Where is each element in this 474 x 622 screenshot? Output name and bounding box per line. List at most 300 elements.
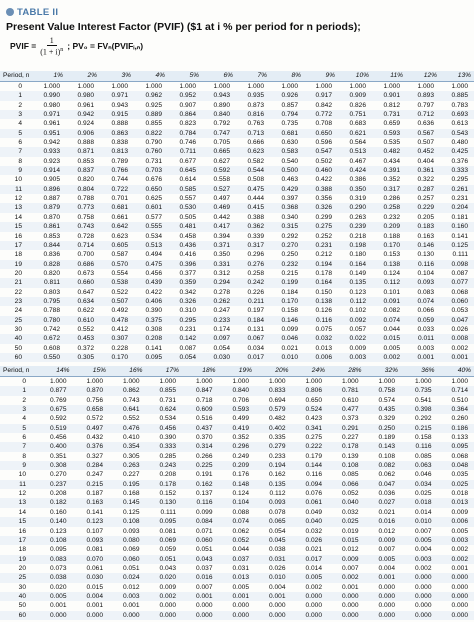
factor-cell: 0.052 — [341, 490, 359, 498]
factor-cell: 0.000 — [49, 611, 67, 619]
factor-cell: 0.714 — [451, 387, 468, 395]
factor-cell: 0.744 — [111, 176, 128, 184]
factor-cell: 0.610 — [341, 396, 359, 404]
factor-cell: 0.000 — [268, 611, 286, 619]
factor-cell: 0.226 — [247, 288, 264, 296]
factor-cell: 0.351 — [49, 452, 67, 460]
factor-cell: 0.634 — [77, 297, 94, 305]
factor-cell: 0.340 — [281, 213, 298, 221]
factor-cell: 0.005 — [49, 592, 67, 600]
factor-cell: 0.069 — [122, 546, 140, 554]
factor-cell: 0.319 — [349, 195, 366, 203]
factor-cell: 0.811 — [43, 279, 60, 287]
table-row — [0, 573, 474, 582]
factor-cell: 0.605 — [111, 241, 128, 249]
factor-cell: 0.826 — [349, 101, 366, 109]
factor-cell: 0.435 — [378, 406, 395, 414]
period-cell: 3 — [18, 111, 22, 119]
factor-cell: 0.308 — [145, 325, 162, 333]
factor-cell: 0.541 — [414, 396, 432, 404]
factor-cell: 0.040 — [341, 499, 359, 507]
factor-cell: 0.093 — [86, 536, 103, 544]
table-row — [0, 213, 474, 222]
factor-cell: 0.007 — [414, 527, 432, 535]
period-cell: 8 — [18, 157, 22, 165]
period-header: Period, n — [3, 72, 29, 79]
rate-header: 5% — [189, 72, 199, 79]
factor-cell: 0.813 — [111, 148, 128, 156]
factor-cell: 0.001 — [195, 592, 213, 600]
factor-cell: 0.015 — [341, 536, 359, 544]
factor-cell: 0.001 — [49, 602, 67, 610]
factor-cell: 0.107 — [86, 527, 103, 535]
factor-cell: 0.286 — [383, 195, 400, 203]
factor-cell: 0.339 — [247, 232, 264, 240]
factor-cell: 0.564 — [349, 139, 366, 147]
factor-cell: 0.123 — [86, 518, 103, 526]
factor-cell: 0.000 — [195, 611, 213, 619]
factor-cell: 0.231 — [315, 241, 332, 249]
factor-cell: 0.022 — [349, 335, 366, 343]
factor-cell: 1.000 — [77, 83, 94, 90]
factor-cell: 1.000 — [195, 378, 213, 385]
factor-cell: 0.797 — [417, 101, 434, 109]
factor-cell: 0.570 — [111, 260, 128, 268]
factor-cell: 0.215 — [414, 424, 432, 432]
factor-cell: 0.666 — [247, 139, 264, 147]
factor-cell: 0.585 — [179, 185, 196, 193]
factor-cell: 0.045 — [268, 536, 286, 544]
factor-cell: 0.423 — [305, 415, 322, 423]
factor-cell: 0.783 — [451, 101, 468, 109]
factor-cell: 0.516 — [195, 415, 213, 423]
period-cell: 0 — [18, 83, 22, 90]
factor-cell: 0.204 — [451, 204, 468, 212]
factor-cell: 0.388 — [247, 213, 264, 221]
factor-cell: 1.000 — [43, 83, 60, 90]
factor-cell: 0.242 — [247, 279, 264, 287]
factor-cell: 0.415 — [247, 204, 264, 212]
factor-cell: 0.906 — [77, 129, 94, 137]
table-row — [0, 452, 474, 461]
pvif-table-high-rates — [0, 366, 474, 620]
rate-header: 14% — [56, 367, 70, 374]
factor-cell: 1.000 — [122, 378, 140, 385]
factor-cell: 0.142 — [179, 335, 196, 343]
factor-cell: 0.158 — [414, 434, 432, 442]
rate-header: 11% — [390, 72, 403, 79]
factor-cell: 0.469 — [213, 204, 230, 212]
factor-cell: 0.258 — [247, 269, 264, 277]
table-row — [0, 334, 474, 343]
factor-cell: 0.003 — [349, 353, 366, 361]
table-row — [0, 157, 474, 166]
factor-cell: 0.030 — [86, 574, 103, 582]
period-cell: 18 — [14, 251, 22, 259]
factor-cell: 0.001 — [341, 583, 359, 591]
factor-cell: 0.424 — [349, 167, 366, 175]
factor-cell: 0.335 — [268, 434, 286, 442]
table-row — [0, 555, 474, 564]
period-cell: 6 — [22, 434, 26, 442]
factor-cell: 0.124 — [232, 490, 249, 498]
rate-header: 17% — [165, 367, 179, 374]
period-cell: 14 — [14, 213, 22, 221]
factor-cell: 0.961 — [43, 120, 60, 128]
factor-cell: 0.893 — [417, 92, 434, 100]
factor-cell: 0.386 — [349, 176, 366, 184]
factor-cell: 0.705 — [213, 139, 230, 147]
factor-cell: 0.031 — [268, 555, 286, 563]
factor-cell: 0.647 — [77, 288, 94, 296]
factor-cell: 0.009 — [341, 555, 359, 563]
factor-cell: 0.053 — [451, 307, 468, 315]
factor-cell: 0.083 — [49, 555, 67, 563]
formula-fraction — [40, 36, 63, 57]
factor-cell: 0.005 — [232, 583, 249, 591]
factor-cell: 0.000 — [414, 602, 432, 610]
factor-cell: 0.082 — [378, 462, 395, 470]
factor-cell: 0.672 — [43, 335, 60, 343]
factor-cell: 0.840 — [232, 387, 249, 395]
rate-header: 10% — [355, 72, 369, 79]
factor-cell: 0.694 — [268, 396, 286, 404]
factor-cell: 0.170 — [281, 297, 298, 305]
factor-cell: 0.002 — [451, 344, 468, 352]
factor-cell: 0.371 — [213, 241, 230, 249]
period-cell: 22 — [14, 288, 22, 296]
factor-cell: 1.000 — [159, 378, 176, 385]
factor-cell: 0.195 — [122, 480, 140, 488]
factor-cell: 0.650 — [145, 185, 162, 193]
factor-cell: 1.000 — [451, 378, 468, 385]
factor-cell: 0.000 — [451, 574, 468, 582]
table-row — [0, 461, 474, 470]
period-cell: 14 — [18, 508, 26, 516]
table-row — [0, 377, 474, 386]
factor-cell: 0.000 — [305, 592, 322, 600]
factor-cell: 0.683 — [349, 120, 366, 128]
factor-cell: 0.054 — [268, 527, 286, 535]
factor-cell: 0.971 — [43, 111, 60, 119]
table-row — [0, 611, 474, 620]
factor-cell: 0.292 — [281, 232, 298, 240]
formula-rhs: ; PV₀ = FVₙ(PVIFᵢ,ₙ) — [67, 40, 144, 51]
factor-cell: 0.218 — [349, 232, 366, 240]
factor-cell: 0.456 — [159, 424, 176, 432]
factor-cell: 0.534 — [145, 232, 162, 240]
factor-cell: 1.000 — [247, 83, 264, 90]
factor-cell: 0.170 — [111, 353, 128, 361]
rate-header: 19% — [238, 367, 252, 374]
factor-cell: 0.901 — [383, 92, 400, 100]
factor-cell: 0.422 — [315, 176, 332, 184]
factor-cell: 0.141 — [451, 232, 468, 240]
factor-cell: 0.879 — [43, 204, 60, 212]
table-row — [0, 166, 474, 175]
period-cell: 9 — [18, 167, 22, 175]
factor-cell: 0.853 — [43, 232, 60, 240]
factor-cell: 0.905 — [43, 176, 60, 184]
factor-cell: 0.116 — [417, 260, 434, 268]
factor-cell: 0.650 — [315, 129, 332, 137]
factor-cell: 0.429 — [281, 185, 298, 193]
factor-cell: 0.233 — [268, 452, 286, 460]
factor-cell: 0.211 — [247, 297, 264, 305]
factor-cell: 0.476 — [122, 424, 140, 432]
factor-cell: 0.816 — [247, 111, 264, 119]
factor-cell: 0.174 — [213, 325, 230, 333]
factor-cell: 0.792 — [213, 120, 230, 128]
factor-cell: 0.924 — [77, 120, 94, 128]
factor-cell: 0.862 — [122, 387, 140, 395]
factor-cell: 0.354 — [122, 443, 140, 451]
factor-cell: 0.009 — [451, 508, 468, 516]
factor-cell: 0.003 — [451, 536, 468, 544]
factor-cell: 0.222 — [305, 443, 322, 451]
factor-cell: 0.263 — [349, 213, 366, 221]
period-cell: 20 — [14, 269, 22, 277]
factor-cell: 0.194 — [268, 462, 286, 470]
factor-cell: 0.002 — [383, 353, 400, 361]
table-row — [0, 424, 474, 433]
factor-cell: 0.000 — [451, 592, 468, 600]
formula-denominator: (1 + i) — [40, 47, 61, 57]
period-cell: 40 — [14, 335, 22, 343]
factor-cell: 0.111 — [452, 251, 468, 259]
factor-cell: 0.299 — [315, 213, 332, 221]
factor-cell: 0.266 — [195, 452, 213, 460]
factor-cell: 1.000 — [86, 378, 103, 385]
period-cell: 1 — [22, 387, 26, 395]
formula-lhs: PVIF = — [10, 41, 37, 52]
factor-cell: 0.143 — [378, 443, 395, 451]
factor-cell: 0.048 — [451, 462, 468, 470]
table-caption — [6, 6, 58, 18]
factor-cell: 0.609 — [195, 406, 213, 414]
factor-cell: 0.822 — [145, 129, 162, 137]
factor-cell: 0.088 — [232, 508, 249, 516]
factor-cell: 0.068 — [451, 452, 468, 460]
factor-cell: 0.544 — [247, 167, 264, 175]
formula-numerator: 1 — [47, 36, 57, 46]
factor-cell: 0.074 — [383, 316, 400, 324]
factor-cell: 0.857 — [281, 101, 298, 109]
table-header-row — [0, 71, 474, 82]
factor-cell: 0.864 — [179, 111, 196, 119]
factor-cell: 0.194 — [315, 260, 332, 268]
period-cell: 50 — [14, 344, 22, 352]
factor-cell: 0.004 — [268, 583, 286, 591]
factor-cell: 0.000 — [414, 583, 432, 591]
factor-cell: 0.030 — [213, 353, 230, 361]
factor-cell: 0.116 — [315, 316, 332, 324]
factor-cell: 1.000 — [315, 83, 332, 90]
rate-header: 24% — [311, 367, 325, 374]
factor-cell: 0.275 — [315, 223, 332, 231]
factor-cell: 0.592 — [213, 167, 230, 175]
factor-cell: 0.046 — [281, 335, 298, 343]
factor-cell: 0.630 — [281, 139, 298, 147]
factor-cell: 0.000 — [341, 611, 359, 619]
factor-cell: 0.507 — [111, 297, 128, 305]
factor-cell: 0.837 — [77, 167, 94, 175]
factor-cell: 0.032 — [305, 527, 322, 535]
factor-cell: 0.558 — [213, 176, 230, 184]
factor-cell: 0.773 — [77, 204, 94, 212]
factor-cell: 0.108 — [341, 462, 359, 470]
factor-cell: 0.372 — [77, 344, 94, 352]
period-cell: 30 — [14, 325, 22, 333]
factor-cell: 0.361 — [417, 167, 434, 175]
factor-cell: 0.033 — [417, 325, 434, 333]
factor-cell: 0.070 — [86, 555, 103, 563]
factor-cell: 0.296 — [247, 251, 264, 259]
factor-cell: 0.376 — [86, 443, 103, 451]
rate-header: 8% — [291, 72, 301, 79]
factor-cell: 0.317 — [383, 185, 400, 193]
factor-cell: 0.844 — [43, 241, 60, 249]
factor-cell: 0.007 — [341, 564, 359, 572]
period-cell: 20 — [18, 564, 26, 572]
factor-cell: 0.205 — [417, 213, 434, 221]
factor-cell: 1.000 — [349, 83, 366, 90]
factor-cell: 0.500 — [281, 167, 298, 175]
factor-cell: 0.400 — [49, 443, 67, 451]
factor-cell: 0.463 — [281, 176, 298, 184]
table-row — [0, 536, 474, 545]
factor-cell: 0.477 — [341, 406, 359, 414]
factor-cell: 0.458 — [179, 232, 196, 240]
factor-cell: 0.847 — [195, 387, 213, 395]
factor-cell: 0.051 — [195, 546, 213, 554]
factor-cell: 0.665 — [213, 148, 230, 156]
factor-cell: 0.766 — [111, 167, 128, 175]
factor-cell: 0.980 — [43, 101, 60, 109]
factor-cell: 0.006 — [451, 518, 468, 526]
rate-header: 1% — [53, 72, 63, 79]
factor-cell: 1.000 — [49, 378, 67, 385]
factor-cell: 0.111 — [160, 508, 176, 516]
factor-cell: 0.870 — [86, 387, 103, 395]
factor-cell: 0.452 — [417, 148, 434, 156]
factor-cell: 0.557 — [179, 195, 196, 203]
factor-cell: 0.828 — [43, 260, 60, 268]
factor-cell: 0.326 — [179, 297, 196, 305]
period-cell: 13 — [14, 204, 22, 212]
factor-cell: 0.951 — [43, 129, 60, 137]
factor-cell: 0.708 — [315, 120, 332, 128]
factor-cell: 0.840 — [213, 111, 230, 119]
factor-cell: 0.000 — [232, 611, 249, 619]
factor-cell: 0.329 — [378, 415, 395, 423]
factor-cell: 0.593 — [383, 129, 400, 137]
factor-cell: 0.000 — [341, 592, 359, 600]
factor-cell: 0.152 — [159, 490, 176, 498]
factor-cell: 0.032 — [315, 335, 332, 343]
factor-cell: 0.836 — [43, 251, 60, 259]
factor-cell: 0.162 — [268, 471, 286, 479]
factor-cell: 0.659 — [383, 120, 400, 128]
period-cell: 18 — [18, 546, 26, 554]
factor-cell: 0.700 — [77, 251, 94, 259]
factor-cell: 0.104 — [232, 499, 249, 507]
period-cell: 0 — [22, 378, 26, 385]
period-cell: 15 — [18, 518, 26, 526]
period-cell: 60 — [14, 353, 22, 361]
factor-cell: 0.681 — [281, 129, 298, 137]
factor-cell: 0.044 — [232, 546, 249, 554]
table-row — [0, 91, 474, 100]
factor-cell: 0.714 — [77, 241, 94, 249]
factor-cell: 0.067 — [247, 335, 264, 343]
factor-cell: 0.250 — [281, 251, 298, 259]
factor-cell: 0.208 — [145, 335, 162, 343]
table-row — [0, 101, 474, 110]
rate-header: 2% — [87, 72, 97, 79]
factor-cell: 0.527 — [213, 185, 230, 193]
factor-cell: 0.933 — [43, 148, 60, 156]
table-row — [0, 517, 474, 526]
factor-cell: 0.247 — [86, 471, 103, 479]
factor-cell: 0.000 — [159, 611, 176, 619]
factor-cell: 0.434 — [383, 157, 400, 165]
factor-cell: 0.229 — [417, 204, 434, 212]
factor-cell: 0.004 — [414, 546, 432, 554]
factor-cell: 0.534 — [159, 415, 176, 423]
factor-cell: 0.375 — [145, 316, 162, 324]
factor-cell: 0.104 — [417, 269, 434, 277]
factor-cell: 0.772 — [315, 111, 332, 119]
factor-cell: 0.000 — [122, 611, 140, 619]
factor-cell: 0.095 — [49, 546, 67, 554]
factor-cell: 0.012 — [378, 527, 395, 535]
factor-cell: 0.000 — [195, 602, 213, 610]
factor-cell: 0.376 — [451, 157, 468, 165]
factor-cell: 0.097 — [213, 335, 230, 343]
factor-cell: 0.078 — [268, 508, 286, 516]
factor-cell: 0.820 — [43, 269, 60, 277]
factor-cell: 0.419 — [232, 424, 249, 432]
table-row — [0, 119, 474, 128]
factor-cell: 0.005 — [305, 574, 322, 582]
factor-cell: 0.168 — [122, 490, 140, 498]
factor-cell: 0.305 — [122, 452, 140, 460]
rate-header: 18% — [202, 367, 216, 374]
factor-cell: 0.331 — [213, 260, 230, 268]
factor-cell: 0.863 — [111, 129, 128, 137]
period-cell: 16 — [14, 232, 22, 240]
factor-cell: 0.942 — [77, 111, 94, 119]
factor-cell: 0.009 — [159, 583, 176, 591]
factor-cell: 0.014 — [305, 564, 322, 572]
factor-cell: 0.000 — [268, 602, 286, 610]
factor-cell: 0.183 — [417, 223, 434, 231]
factor-cell: 0.711 — [179, 148, 196, 156]
rate-header: 13% — [457, 72, 471, 79]
factor-cell: 0.001 — [451, 353, 468, 361]
period-cell: 19 — [18, 555, 26, 563]
factor-cell: 0.467 — [349, 157, 366, 165]
factor-cell: 0.636 — [417, 120, 434, 128]
factor-cell: 0.641 — [122, 406, 140, 414]
factor-cell: 0.063 — [414, 462, 432, 470]
factor-cell: 0.093 — [122, 527, 140, 535]
factor-cell: 0.524 — [305, 406, 322, 414]
factor-cell: 0.040 — [305, 518, 322, 526]
factor-cell: 0.180 — [349, 251, 366, 259]
factor-cell: 0.036 — [378, 490, 395, 498]
